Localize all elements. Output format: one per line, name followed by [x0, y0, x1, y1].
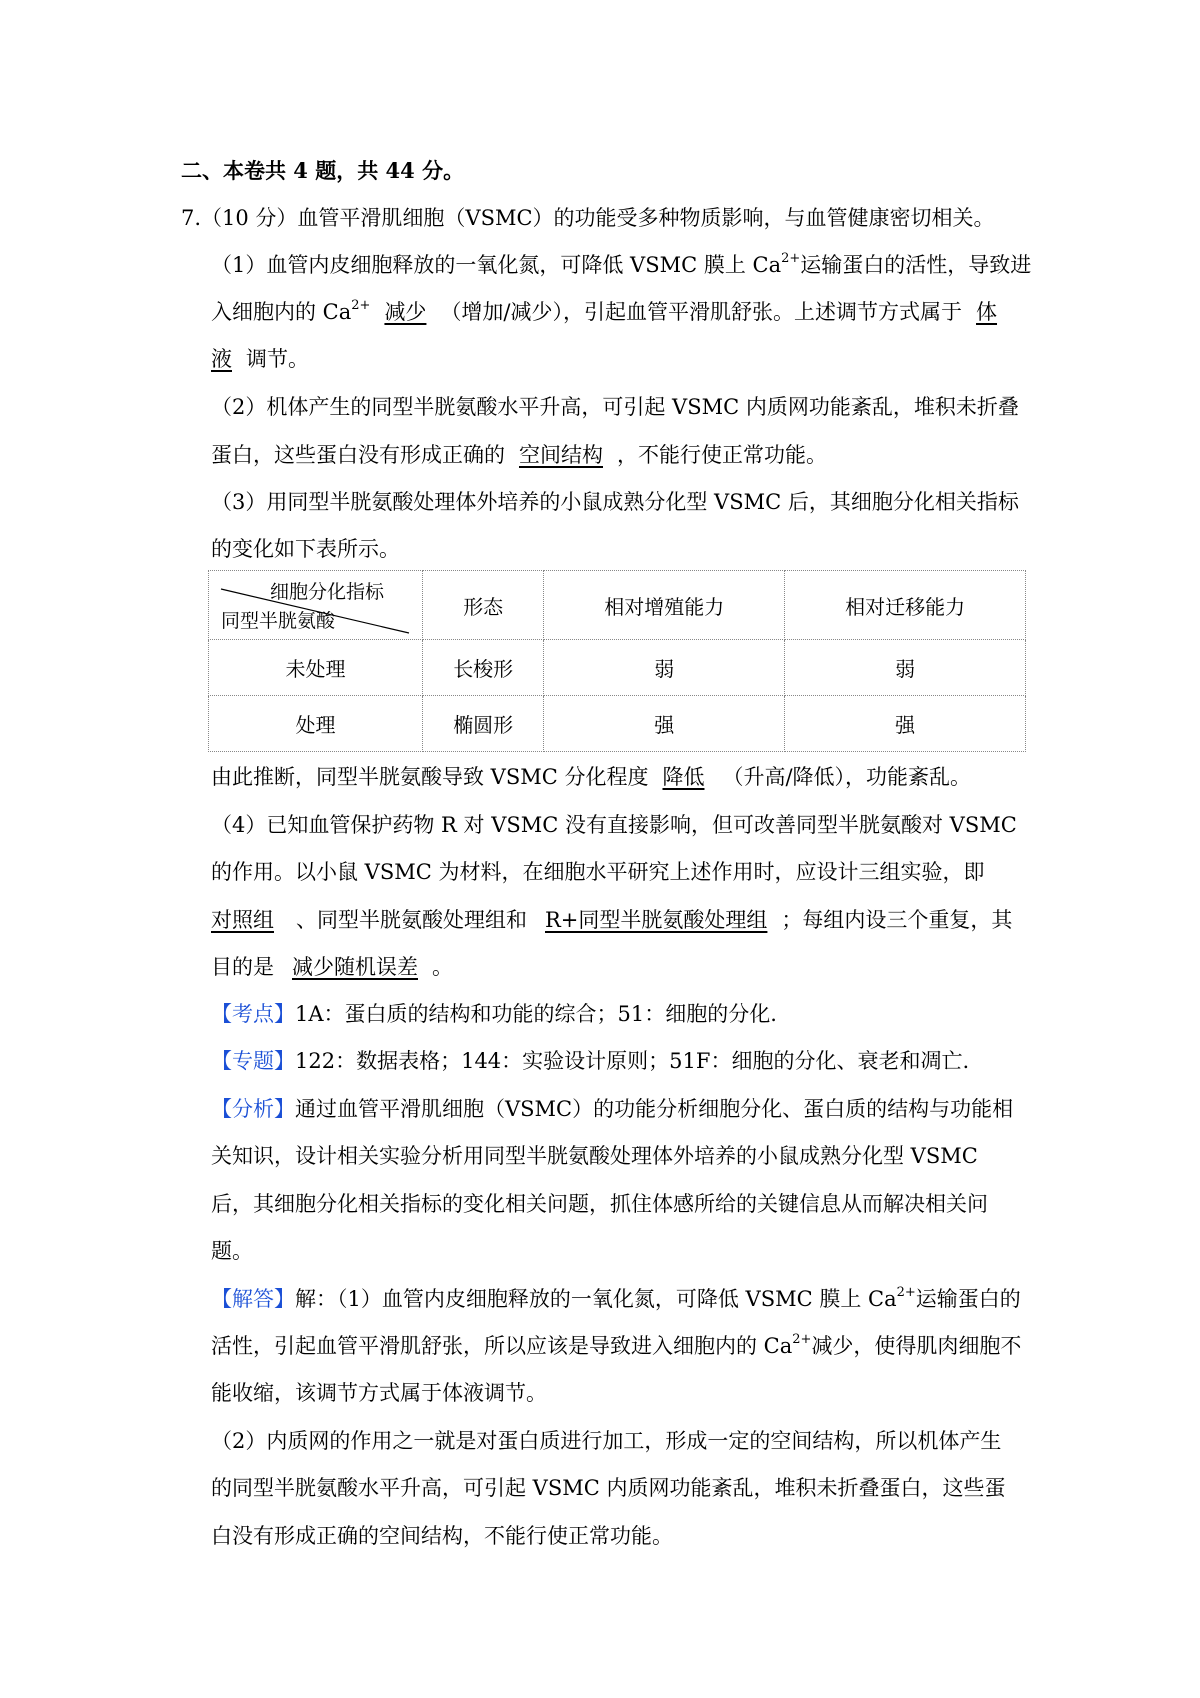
jieda-p2-line1: （2）内质网的作用之一就是对蛋白质进行加工，形成一定的空间结构，所以机体产生: [211, 1429, 1002, 1453]
table-cell: 弱: [544, 640, 785, 696]
table-row-label: 未处理: [209, 640, 423, 696]
part4-line2: 的作用。以小鼠 VSMC 为材料，在细胞水平研究上述作用时，应设计三组实验，即: [211, 860, 985, 884]
table-cell: 椭圆形: [423, 696, 544, 752]
data-table: [208, 570, 1026, 752]
fenxi-tag: 【分析】: [211, 1097, 295, 1121]
text: 运输蛋白的活性，导致进: [800, 253, 1032, 277]
text: 、同型半胱氨酸处理组和: [296, 908, 527, 932]
part4-line1: （4）已知血管保护药物 R 对 VSMC 没有直接影响，但可改善同型半胱氨酸对 VSMC: [211, 813, 1017, 837]
table-cell: 强: [544, 696, 785, 752]
zhuanti-tag: 【专题】: [211, 1049, 295, 1073]
text: （增加/减少），引起血管平滑肌舒张。上述调节方式属于: [440, 300, 963, 324]
jieda-line2: [211, 1331, 1021, 1361]
table-corner-cell: [209, 571, 423, 640]
text: 目的是: [211, 955, 274, 979]
text: 调节。: [246, 347, 309, 371]
part1-line3: [211, 344, 309, 374]
part3-line1: （3）用同型半胱氨酸处理体外培养的小鼠成熟分化型 VSMC 后，其细胞分化相关指标: [211, 490, 1019, 514]
text: 入细胞内的 Ca: [211, 300, 352, 324]
text: （升高/降低），功能紊乱。: [722, 765, 972, 789]
text: 通过血管平滑肌细胞（VSMC）的功能分析细胞分化、蛋白质的结构与功能相: [295, 1097, 1014, 1121]
part2-line1: （2）机体产生的同型半胱氨酸水平升高，可引起 VSMC 内质网功能紊乱，堆积未折叠: [211, 395, 1019, 419]
table-header-cell: 形态: [423, 571, 544, 640]
table-row: [209, 696, 1026, 752]
kaodian-tag: 【考点】: [211, 1002, 295, 1026]
part3-conclusion: [211, 762, 971, 792]
table-row: [209, 640, 1026, 696]
jieda-line3: 能收缩，该调节方式属于体液调节。: [211, 1381, 547, 1405]
answer-blank: 对照组: [211, 908, 274, 932]
answer-blank: 减少: [384, 300, 427, 324]
text: （1）血管内皮细胞释放的一氧化氮，可降低 VSMC 膜上 Ca: [211, 253, 782, 277]
text: 运输蛋白的: [915, 1287, 1021, 1311]
table-cell: 强: [785, 696, 1026, 752]
table-header-cell: 相对增殖能力: [544, 571, 785, 640]
answer-blank: 减少随机误差: [292, 955, 418, 979]
fenxi-line1: [211, 1094, 1013, 1124]
zhuanti-line: [211, 1046, 969, 1076]
superscript: 2+: [781, 251, 801, 266]
text: ；每组内设三个重复，其: [781, 908, 1013, 932]
fenxi-line3: 后，其细胞分化相关指标的变化相关问题，抓住体感所给的关键信息从而解决相关问: [211, 1192, 988, 1216]
jieda-p2-line2: 的同型半胱氨酸水平升高，可引起 VSMC 内质网功能紊乱，堆积未折叠蛋白，这些蛋: [211, 1476, 1006, 1500]
text: 122：数据表格；144：实验设计原则；51F：细胞的分化、衰老和凋亡.: [295, 1049, 970, 1073]
jieda-tag: 【解答】: [211, 1287, 295, 1311]
answer-blank: 空间结构: [519, 443, 603, 467]
superscript: 2+: [792, 1332, 812, 1347]
answer-blank: R+同型半胱氨酸处理组: [545, 908, 768, 932]
part1-line2: [211, 297, 1001, 327]
text: ，不能行使正常功能。: [617, 443, 827, 467]
text: 蛋白，这些蛋白没有形成正确的: [211, 443, 505, 467]
table-header-row: [209, 571, 1026, 640]
text: 活性，引起血管平滑肌舒张，所以应该是导致进入细胞内的 Ca: [211, 1334, 793, 1358]
superscript: 2+: [896, 1285, 916, 1300]
question-title: 7.（10 分）血管平滑肌细胞（VSMC）的功能受多种物质影响，与血管健康密切相关。: [181, 206, 995, 230]
answer-blank: 液: [211, 347, 232, 371]
part2-line2: [211, 440, 827, 470]
table-row-label: 处理: [209, 696, 423, 752]
table-cell: 弱: [785, 640, 1026, 696]
text: 由此推断，同型半胱氨酸导致 VSMC 分化程度: [211, 765, 649, 789]
corner-bottom-label: 同型半胱氨酸: [221, 610, 336, 632]
table-cell: 长梭形: [423, 640, 544, 696]
text: 解：（1）血管内皮细胞释放的一氧化氮，可降低 VSMC 膜上 Ca: [295, 1287, 897, 1311]
jieda-line1: [211, 1284, 1021, 1314]
jieda-p2-line3: 白没有形成正确的空间结构，不能行使正常功能。: [211, 1524, 673, 1548]
section-heading: 二、本卷共 4 题，共 44 分。: [181, 158, 465, 183]
answer-blank: 降低: [662, 765, 705, 789]
part1-line1: [211, 250, 1031, 280]
text: 。: [432, 955, 453, 979]
part4-line3: [211, 905, 1012, 935]
fenxi-line4: 题。: [211, 1239, 253, 1263]
part4-line4: [211, 952, 453, 982]
corner-top-label: 细胞分化指标: [269, 581, 384, 603]
text: 1A：蛋白质的结构和功能的综合；51：细胞的分化.: [295, 1002, 777, 1026]
part3-line2: 的变化如下表所示。: [211, 537, 400, 561]
table-header-cell: 相对迁移能力: [785, 571, 1026, 640]
superscript: 2+: [351, 298, 371, 313]
kaodian-line: [211, 999, 777, 1029]
text: 减少，使得肌肉细胞不: [811, 1334, 1022, 1358]
fenxi-line2: 关知识，设计相关实验分析用同型半胱氨酸处理体外培养的小鼠成熟分化型 VSMC: [211, 1144, 978, 1168]
answer-blank: 体: [976, 300, 998, 324]
